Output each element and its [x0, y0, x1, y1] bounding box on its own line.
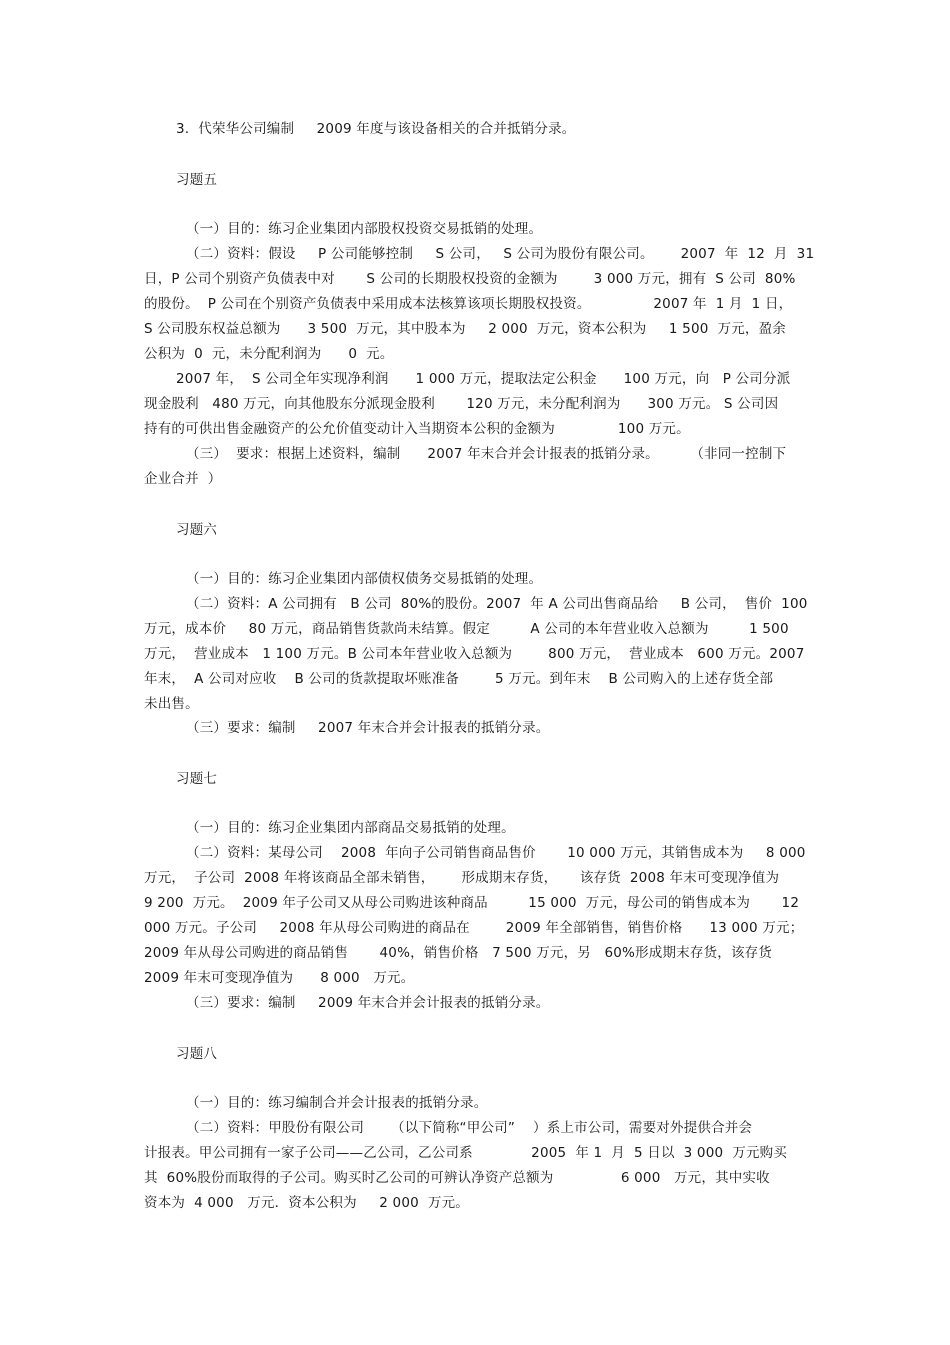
- ex8-material-line: 计报表。甲公司拥有一家子公司——乙公司，乙公司系 2005 年 1 月 5 日以 3 000 万元购买: [144, 1145, 788, 1161]
- ex6-material-line: 万元，成本价 80 万元，商品销售货款尚未结算。假定 A 公司的本年营业收入总额为 1 500: [144, 621, 789, 637]
- ex5-material-line: 日，P 公司个别资产负债表中对 S 公司的长期股权投资的金额为 3 000 万元，拥有 S 公司 80%: [144, 271, 796, 287]
- ex5-material-line: 现金股利 480 万元，向其他股东分派现金股利 120 万元，未分配利润为 300 万元。 S 公司因: [144, 396, 779, 412]
- ex8-material-line: （二）资料：甲股份有限公司 （以下简称“甲公司” ）系上市公司，需要对外提供合并会: [186, 1120, 753, 1136]
- ex5-material-line: 2007 年， S 公司全年实现净利润 1 000 万元，提取法定公积金 100 万元，向 P 公司分派: [176, 371, 791, 387]
- ex5-material-line: 公积为 0 元，未分配利润为 0 元。: [144, 346, 394, 362]
- ex8-material-line: 其 60%股份而取得的子公司。购买时乙公司的可辨认净资产总额为 6 000 万元，其中实收: [144, 1170, 770, 1186]
- ex6-material-line: 未出售。: [144, 696, 199, 712]
- exercise-6-title: 习题六: [176, 522, 218, 538]
- ex7-purpose: （一）目的：练习企业集团内部商品交易抵销的处理。: [186, 820, 515, 836]
- ex8-purpose: （一）目的：练习编制合并会计报表的抵销分录。: [186, 1095, 488, 1111]
- ex5-material-line: （二）资料：假设 P 公司能够控制 S 公司， S 公司为股份有限公司。 2007 年 12 月 31: [186, 246, 815, 262]
- ex7-material-line: 2009 年末可变现净值为 8 000 万元。: [144, 970, 415, 986]
- ex5-requirement: 企业合并 ）: [144, 471, 222, 487]
- ex5-purpose: （一）目的：练习企业集团内部股权投资交易抵销的处理。: [186, 221, 543, 237]
- ex6-material-line: 年末， A 公司对应收 B 公司的货款提取坏账准备 5 万元。到年末 B 公司购入的上述存货全部: [144, 671, 774, 687]
- ex7-requirement: （三）要求：编制 2009 年末合并会计报表的抵销分录。: [186, 995, 550, 1011]
- ex4-requirement-3: 3. 代荣华公司编制 2009 年度与该设备相关的合并抵销分录。: [176, 121, 576, 137]
- ex5-material-line: 持有的可供出售金融资产的公允价值变动计入当期资本公积的金额为 100 万元。: [144, 421, 690, 437]
- ex6-material-line: （二）资料：A 公司拥有 B 公司 80%的股份。2007 年 A 公司出售商品给 B 公司， 售价 100: [186, 596, 808, 612]
- ex5-requirement: （三） 要求：根据上述资料，编制 2007 年末合并会计报表的抵销分录。 （非同一控制下: [186, 446, 787, 462]
- exercise-5-title: 习题五: [176, 172, 218, 188]
- ex6-purpose: （一）目的：练习企业集团内部债权债务交易抵销的处理。: [186, 571, 543, 587]
- ex7-material-line: 000 万元。子公司 2008 年从母公司购进的商品在 2009 年全部销售，销售价格 13 000 万元；: [144, 920, 804, 936]
- ex6-requirement: （三）要求：编制 2007 年末合并会计报表的抵销分录。: [186, 720, 550, 736]
- ex7-material-line: （二）资料：某母公司 2008 年向子公司销售商品售价 10 000 万元，其销售成本为 8 000: [186, 845, 806, 861]
- ex8-material-line: 资本为 4 000 万元．资本公积为 2 000 万元。: [144, 1195, 469, 1211]
- ex7-material-line: 万元， 子公司 2008 年将该商品全部未销售， 形成期末存货， 该存货 2008 年末可变现净值为: [144, 870, 780, 886]
- exercise-7-title: 习题七: [176, 771, 218, 787]
- ex7-material-line: 9 200 万元。 2009 年子公司又从母公司购进该种商品 15 000 万元，母公司的销售成本为 12: [144, 895, 800, 911]
- ex7-material-line: 2009 年从母公司购进的商品销售 40%，销售价格 7 500 万元，另 60%形成期末存货，该存货: [144, 945, 773, 961]
- ex6-material-line: 万元， 营业成本 1 100 万元。B 公司本年营业收入总额为 800 万元， 营业成本 600 万元。2007: [144, 646, 805, 662]
- exercise-8-title: 习题八: [176, 1046, 218, 1062]
- ex5-material-line: S 公司股东权益总额为 3 500 万元，其中股本为 2 000 万元，资本公积为 1 500 万元，盈余: [144, 321, 787, 337]
- ex5-material-line: 的股份。 P 公司在个别资产负债表中采用成本法核算该项长期股权投资。 2007 年 1 月 1 日，: [144, 296, 793, 312]
